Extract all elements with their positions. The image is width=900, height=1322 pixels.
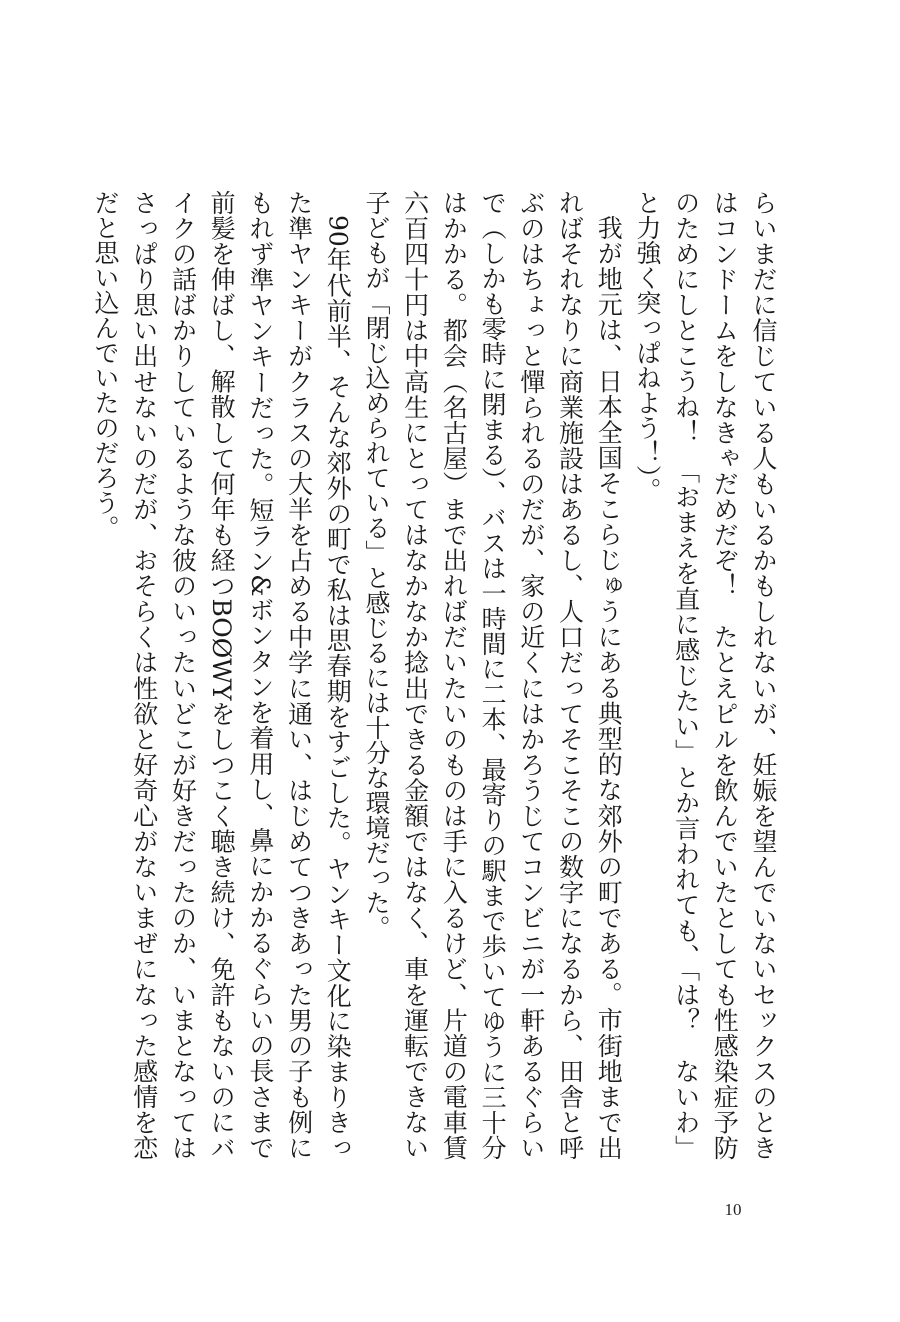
paragraph-1: らいまだに信じている人もいるかもしれないが、妊娠を望んでいないセックスのときはコンドームをしなきゃだめだぞ！ たとえピルを飲んでいたとしても性感染症予防のためにしとこうね！ 「おまえを直に感じたい」とか言われても、「は？ ないわ」と力強く突っぱねよう！）。 [632, 190, 778, 1160]
body-text [91, 190, 782, 1160]
paragraph-3: 90年代前半、そんな郊外の町で私は思春期をすごした。ヤンキー文化に染まりきった準ヤンキーがクラスの大半を占める中学に通い、はじめてつきあった男の子も例にもれず準ヤンキーだった。短ラン&ボンタンを着用し、鼻にかかるぐらいの長さまで前髪を伸ばし、解散して何年も経つBOØWYをしつこく聴き続け、免許もないのにバイクの話ばかりしているような彼のいったいどこが好きだったのか、いまとなってはさっぱり思い出せないのだが、おそらくは性欲と好奇心がないまぜになった感情を恋だと思い込んでいたのだろう。 [91, 190, 353, 1160]
paragraph-2: 我が地元は、日本全国そこらじゅうにある典型的な郊外の町である。市街地まで出ればそれなりに商業施設はあるし、人口だってそこそこの数字になるから、田舎と呼ぶのはちょっと憚られるのだが、家の近くにはかろうじてコンビニが一軒あるぐらいで（しかも零時に閉まる）、バスは一時間に二本、最寄りの駅まで歩いてゆうに三十分はかかる。都会（名古屋）まで出ればだいたいのものは手に入るけど、片道の電車賃六百四十円は中高生にとってはなかなか捻出できる金額ではなく、車を運転できない子どもが「閉じ込められている」と感じるには十分な環境だった。 [361, 190, 624, 1160]
page-number: 10 [724, 1200, 742, 1219]
